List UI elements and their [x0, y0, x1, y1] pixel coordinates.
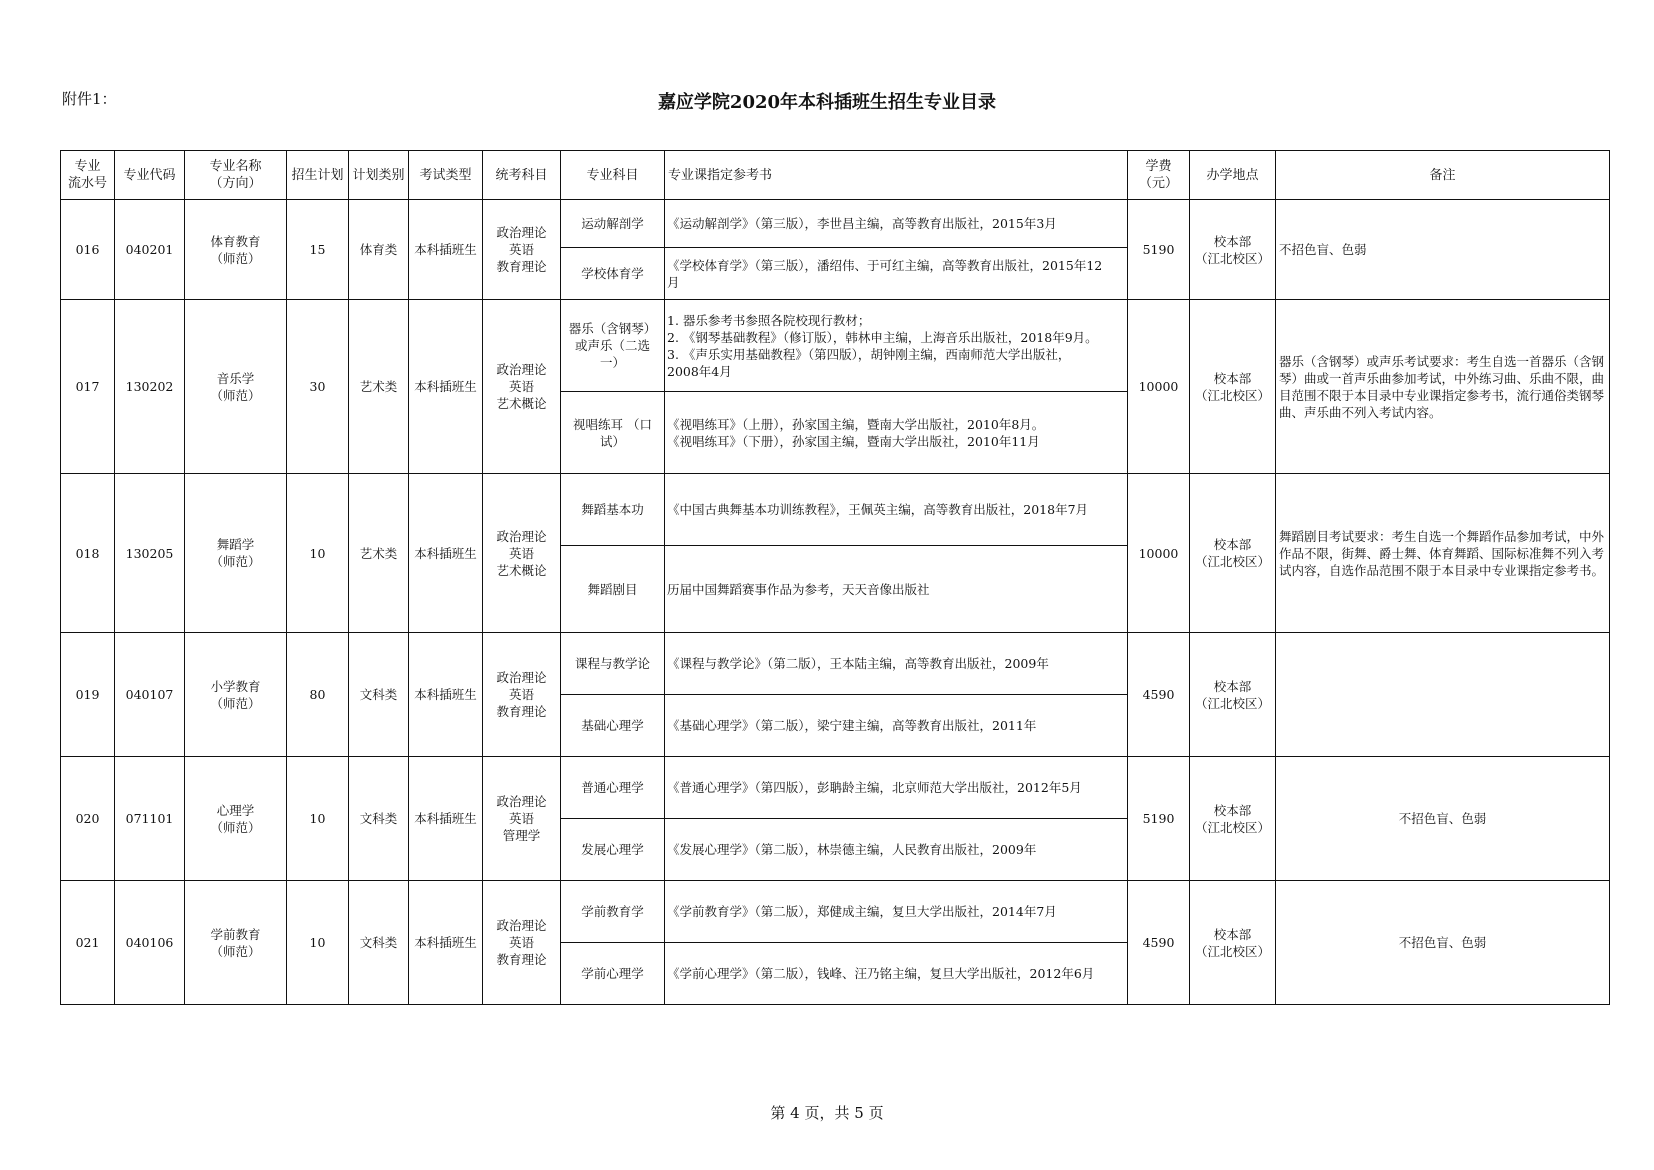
cell-unified-subjects: 政治理论 英语 艺术概论: [483, 474, 561, 633]
cell-notes: 舞蹈剧目考试要求：考生自选一个舞蹈作品参加考试，中外作品不限，街舞、爵士舞、体育舞蹈、国际标准舞不列入考试内容，自选作品范围不限于本目录中专业课指定参考书。: [1276, 474, 1610, 633]
cell-exam-type: 本科插班生: [409, 757, 483, 881]
header-code: 专业代码: [115, 151, 185, 200]
header-notes: 备注: [1276, 151, 1610, 200]
cell-major-name: 体育教育 （师范）: [185, 200, 287, 300]
cell-fee: 5190: [1128, 200, 1190, 300]
header-plan: 招生计划: [287, 151, 349, 200]
cell-unified-subjects: 政治理论 英语 教育理论: [483, 200, 561, 300]
cell-reference-book: 《中国古典舞基本功训练教程》，王佩英主编，高等教育出版社，2018年7月: [665, 474, 1128, 546]
cell-reference-book: 《基础心理学》（第二版），梁宁建主编，高等教育出版社，2011年: [665, 695, 1128, 757]
cell-reference-book: 1. 器乐参考书参照各院校现行教材； 2. 《钢琴基础教程》（修订版），韩林申主编，上海音乐出版社，2018年9月。 3. 《声乐实用基础教程》（第四版），胡钟刚主编，西南师范大学出版社， 2008年4月: [665, 300, 1128, 392]
cell-serial: 016: [61, 200, 115, 300]
cell-fee: 4590: [1128, 881, 1190, 1005]
cell-plan: 10: [287, 474, 349, 633]
cell-reference-book: 《学前心理学》（第二版），钱峰、汪乃铭主编，复旦大学出版社，2012年6月: [665, 943, 1128, 1005]
header-fee: 学费 （元）: [1128, 151, 1190, 200]
header-plan-type: 计划类别: [349, 151, 409, 200]
cell-reference-book: 《学校体育学》（第三版），潘绍伟、于可红主编，高等教育出版社，2015年12 月: [665, 248, 1128, 300]
cell-exam-type: 本科插班生: [409, 474, 483, 633]
cell-notes: 不招色盲、色弱: [1276, 200, 1610, 300]
cell-plan-type: 体育类: [349, 200, 409, 300]
header-row: [61, 151, 1610, 200]
cell-unified-subjects: 政治理论 英语 艺术概论: [483, 300, 561, 474]
cell-serial: 021: [61, 881, 115, 1005]
cell-unified-subjects: 政治理论 英语 教育理论: [483, 633, 561, 757]
attachment-label: 附件1：: [62, 90, 117, 108]
cell-unified-subjects: 政治理论 英语 管理学: [483, 757, 561, 881]
catalog-table: [60, 150, 1610, 1005]
cell-reference-book: 《课程与教学论》（第二版），王本陆主编，高等教育出版社，2009年: [665, 633, 1128, 695]
cell-code: 040106: [115, 881, 185, 1005]
cell-subject: 视唱练耳 （口 试）: [561, 392, 665, 474]
cell-location: 校本部 （江北校区）: [1190, 474, 1276, 633]
header-exam-type: 考试类型: [409, 151, 483, 200]
cell-code: 130205: [115, 474, 185, 633]
cell-notes: 不招色盲、色弱: [1276, 757, 1610, 881]
cell-reference-book: 《普通心理学》（第四版），彭聃龄主编，北京师范大学出版社，2012年5月: [665, 757, 1128, 819]
cell-location: 校本部 （江北校区）: [1190, 300, 1276, 474]
header-name: 专业名称 （方向）: [185, 151, 287, 200]
cell-notes: 不招色盲、色弱: [1276, 881, 1610, 1005]
cell-subject: 发展心理学: [561, 819, 665, 881]
cell-fee: 5190: [1128, 757, 1190, 881]
cell-fee: 10000: [1128, 474, 1190, 633]
cell-fee: 10000: [1128, 300, 1190, 474]
table-row: [61, 633, 1610, 695]
cell-subject: 舞蹈基本功: [561, 474, 665, 546]
cell-serial: 018: [61, 474, 115, 633]
header-subject: 专业科目: [561, 151, 665, 200]
cell-subject: 普通心理学: [561, 757, 665, 819]
cell-plan: 15: [287, 200, 349, 300]
cell-serial: 020: [61, 757, 115, 881]
table-row: [61, 200, 1610, 248]
cell-subject: 基础心理学: [561, 695, 665, 757]
cell-subject: 学前心理学: [561, 943, 665, 1005]
cell-code: 040201: [115, 200, 185, 300]
header-serial: 专业 流水号: [61, 151, 115, 200]
header-books: 专业课指定参考书: [665, 151, 1128, 200]
table-row: [61, 757, 1610, 819]
cell-exam-type: 本科插班生: [409, 200, 483, 300]
cell-plan: 80: [287, 633, 349, 757]
cell-subject: 器乐（含钢琴） 或声乐（二选 一）: [561, 300, 665, 392]
cell-exam-type: 本科插班生: [409, 881, 483, 1005]
cell-reference-book: 《发展心理学》（第二版），林崇德主编，人民教育出版社，2009年: [665, 819, 1128, 881]
cell-location: 校本部 （江北校区）: [1190, 757, 1276, 881]
header-location: 办学地点: [1190, 151, 1276, 200]
cell-reference-book: 历届中国舞蹈赛事作品为参考，天天音像出版社: [665, 546, 1128, 633]
cell-major-name: 学前教育 （师范）: [185, 881, 287, 1005]
page-footer: 第 4 页，共 5 页: [770, 1104, 884, 1122]
cell-exam-type: 本科插班生: [409, 633, 483, 757]
cell-plan: 10: [287, 881, 349, 1005]
table-row: [61, 881, 1610, 943]
cell-major-name: 小学教育 （师范）: [185, 633, 287, 757]
cell-plan-type: 文科类: [349, 757, 409, 881]
cell-plan: 30: [287, 300, 349, 474]
cell-subject: 课程与教学论: [561, 633, 665, 695]
cell-location: 校本部 （江北校区）: [1190, 633, 1276, 757]
cell-subject: 学校体育学: [561, 248, 665, 300]
cell-reference-book: 《学前教育学》（第二版），郑健成主编，复旦大学出版社，2014年7月: [665, 881, 1128, 943]
cell-major-name: 心理学 （师范）: [185, 757, 287, 881]
table-row: [61, 474, 1610, 546]
cell-notes: 器乐（含钢琴）或声乐考试要求：考生自选一首器乐（含钢琴）曲或一首声乐曲参加考试，中外练习曲、乐曲不限，曲目范围不限于本目录中专业课指定参考书，流行通俗类钢琴曲、声乐曲不列入考试内容。: [1276, 300, 1610, 474]
cell-fee: 4590: [1128, 633, 1190, 757]
cell-plan-type: 文科类: [349, 881, 409, 1005]
cell-exam-type: 本科插班生: [409, 300, 483, 474]
cell-major-name: 舞蹈学 （师范）: [185, 474, 287, 633]
cell-unified-subjects: 政治理论 英语 教育理论: [483, 881, 561, 1005]
page-title: 嘉应学院2020年本科插班生招生专业目录: [657, 92, 997, 113]
cell-major-name: 音乐学 （师范）: [185, 300, 287, 474]
cell-code: 040107: [115, 633, 185, 757]
cell-serial: 017: [61, 300, 115, 474]
cell-plan-type: 艺术类: [349, 300, 409, 474]
cell-plan: 10: [287, 757, 349, 881]
cell-reference-book: 《运动解剖学》（第三版），李世昌主编，高等教育出版社，2015年3月: [665, 200, 1128, 248]
cell-reference-book: 《视唱练耳》（上册），孙家国主编，暨南大学出版社，2010年8月。 《视唱练耳》（下册），孙家国主编，暨南大学出版社，2010年11月: [665, 392, 1128, 474]
cell-code: 130202: [115, 300, 185, 474]
table-row: [61, 300, 1610, 392]
cell-plan-type: 文科类: [349, 633, 409, 757]
cell-plan-type: 艺术类: [349, 474, 409, 633]
cell-subject: 运动解剖学: [561, 200, 665, 248]
cell-serial: 019: [61, 633, 115, 757]
cell-subject: 学前教育学: [561, 881, 665, 943]
cell-subject: 舞蹈剧目: [561, 546, 665, 633]
cell-location: 校本部 （江北校区）: [1190, 881, 1276, 1005]
cell-notes: [1276, 633, 1610, 757]
cell-code: 071101: [115, 757, 185, 881]
header-unified: 统考科目: [483, 151, 561, 200]
cell-location: 校本部 （江北校区）: [1190, 200, 1276, 300]
